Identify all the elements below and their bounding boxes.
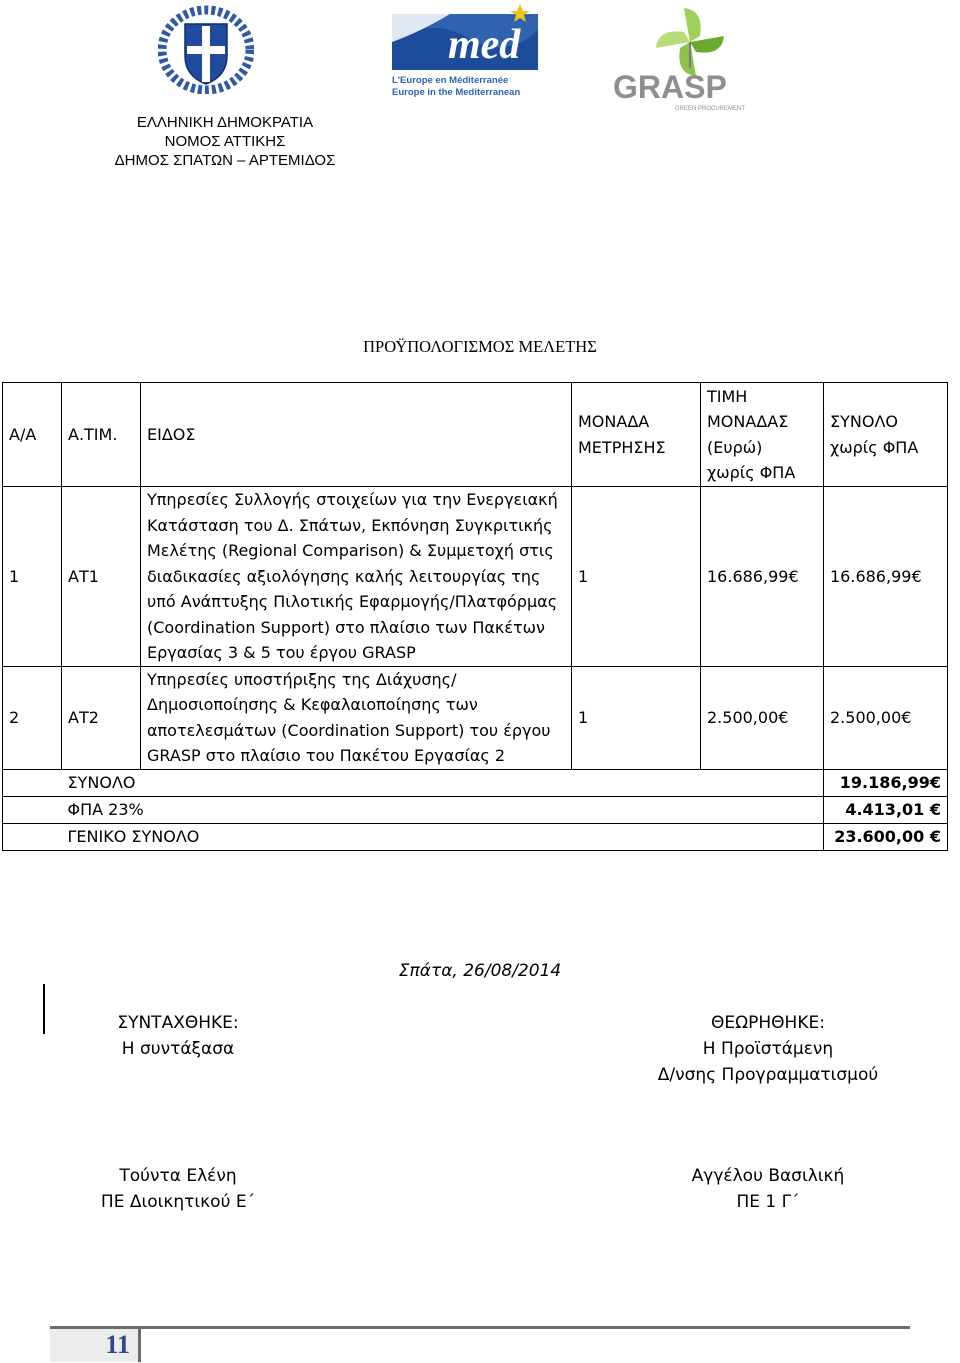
budget-table (2, 382, 948, 851)
header-atim-label: Α.ΤΙΜ. (68, 424, 118, 444)
euro-symbol: € (778, 707, 789, 727)
header-unit-line1: ΜΟΝΑΔΑ (578, 412, 650, 431)
footer-rule (50, 1326, 910, 1329)
margin-bar (43, 984, 45, 1034)
row-atim: ΑΤ2 (62, 666, 141, 769)
table-header-row (3, 383, 948, 487)
vat-value (824, 796, 948, 823)
header-price-line4: χωρίς ΦΠΑ (707, 463, 796, 482)
row-description: Υπηρεσίες Συλλογής στοιχείων για την Ενεργειακή Κατάσταση του Δ. Σπάτων, Εκπόνηση Συγκριτικής Μελέτης (Regional Comparison) & Συμμετοχή στις διαδικασίες αξιολόγησης καλής λειτουργίας της υπό Ανάπτυξης Πιλοτικής Εφαρμογής/Πλατφόρμας (Coordination Support) στο πλαίσιο των Πακέτων Εργασίας 3 & 5 του έργου GRASP (141, 487, 572, 667)
approver-name: Αγγέλου Βασιλική (691, 1166, 845, 1186)
euro-symbol: € (929, 799, 941, 819)
grand-total-label: ΓΕΝΙΚΟ ΣΥΝΟΛΟ (62, 823, 824, 850)
approved-by-role: Η Προϊστάμενη (702, 1039, 834, 1059)
approver-grade: ΠΕ 1 Γ΄ (736, 1192, 800, 1212)
drafter-signature (70, 1163, 286, 1215)
vat-spacer (3, 796, 62, 823)
table-row (3, 487, 948, 667)
row-total-value: 2.500,00 (830, 707, 902, 727)
row-unit-price (701, 666, 824, 769)
header-unit-line2: ΜΕΤΡΗΣΗΣ (578, 437, 666, 457)
header-total-line2: χωρίς ΦΠΑ (830, 437, 919, 457)
euro-symbol: € (911, 566, 922, 586)
med-programme-logo (390, 2, 542, 98)
header-total (824, 383, 948, 487)
header-aa-label: Α/Α (9, 424, 37, 444)
row-description: Υπηρεσίες υποστήριξης της Διάχυσης/Δημοσιοποίησης & Κεφαλαιοποίησης των αποτελεσμάτων (Coordination Support) του έργου GRASP στο πλαίσιο του Πακέτου Εργασίας 2 (141, 666, 572, 769)
approved-by-department: Δ/νσης Προγραμματισμού (657, 1065, 879, 1085)
subtotal-row (3, 769, 948, 796)
header-unit (572, 383, 701, 487)
med-logo-line1: L'Europe en Méditerranée (392, 75, 509, 86)
med-logo-text: med (448, 22, 521, 68)
euro-symbol: € (901, 707, 912, 727)
grasp-logo-text: GRASP (613, 69, 727, 105)
grand-total-spacer (3, 823, 62, 850)
header-eidos-label: ΕΙΔΟΣ (147, 424, 196, 444)
euro-symbol: € (788, 566, 799, 586)
page-footer (50, 1326, 910, 1362)
drafted-by-block (70, 1010, 286, 1062)
table-row (3, 666, 948, 769)
header-price-line2: ΜΟΝΑΔΑΣ (707, 412, 789, 431)
subtotal-label: ΣΥΝΟΛΟ (62, 769, 824, 796)
authority-line-1: ΕΛΛΗΝΙΚΗ ΔΗΜΟΚΡΑΤΙΑ (136, 114, 314, 131)
approver-signature (620, 1163, 916, 1215)
grasp-logo (605, 2, 775, 114)
approved-by-heading: ΘΕΩΡΗΘΗΚΕ: (711, 1013, 825, 1033)
row-total (824, 666, 948, 769)
authority-line-3: ΔΗΜΟΣ ΣΠΑΤΩΝ – ΑΡΤΕΜΙΔΟΣ (114, 152, 336, 169)
euro-symbol: € (929, 826, 941, 846)
grand-total-row (3, 823, 948, 850)
euro-symbol: € (929, 772, 941, 792)
row-qty: 1 (572, 487, 701, 667)
approved-by-block (620, 1010, 916, 1088)
row-aa: 2 (3, 666, 62, 769)
vat-label: ΦΠΑ 23% (62, 796, 824, 823)
drafter-name: Τούντα Ελένη (119, 1166, 237, 1186)
grasp-logo-tagline: GREEN PROCUREMENT (675, 106, 746, 112)
header-eidos (141, 383, 572, 487)
row-unit-price-value: 16.686,99 (707, 566, 789, 586)
place-date: Σπάτα, 26/08/2014 (398, 961, 562, 981)
drafter-grade: ΠΕ Διοικητικού Ε΄ (100, 1192, 256, 1212)
row-unit-price (701, 487, 824, 667)
row-aa: 1 (3, 487, 62, 667)
subtotal-value (824, 769, 948, 796)
page-number: 11 (105, 1330, 130, 1359)
subtotal-amount: 19.186,99 (839, 772, 930, 792)
grand-total-value (824, 823, 948, 850)
row-qty: 1 (572, 666, 701, 769)
header-atim (62, 383, 141, 487)
med-logo-line2: Europe in the Mediterranean (392, 87, 521, 98)
greek-coat-of-arms-logo (158, 4, 254, 94)
drafted-by-heading: ΣΥΝΤΑΧΘΗΚΕ: (117, 1013, 239, 1033)
row-atim: ΑΤ1 (62, 487, 141, 667)
row-total-value: 16.686,99 (830, 566, 912, 586)
subtotal-spacer (3, 769, 62, 796)
header-aa (3, 383, 62, 487)
header-price-line3: (Ευρώ) (707, 437, 763, 457)
row-total (824, 487, 948, 667)
vat-row (3, 796, 948, 823)
authority-line-2: ΝΟΜΟΣ ΑΤΤΙΚΗΣ (164, 133, 286, 150)
vat-amount: 4.413,01 (845, 799, 925, 819)
header-price (701, 383, 824, 487)
document-title: ΠΡΟΫΠΟΛΟΓΙΣΜΟΣ ΜΕΛΕΤΗΣ (363, 337, 597, 356)
drafted-by-role: Η συντάξασα (121, 1039, 235, 1059)
row-unit-price-value: 2.500,00 (707, 707, 779, 727)
header-total-line1: ΣΥΝΟΛΟ (830, 412, 898, 431)
grand-total-amount: 23.600,00 (834, 826, 925, 846)
header-price-line1: ΤΙΜΗ (707, 386, 748, 406)
